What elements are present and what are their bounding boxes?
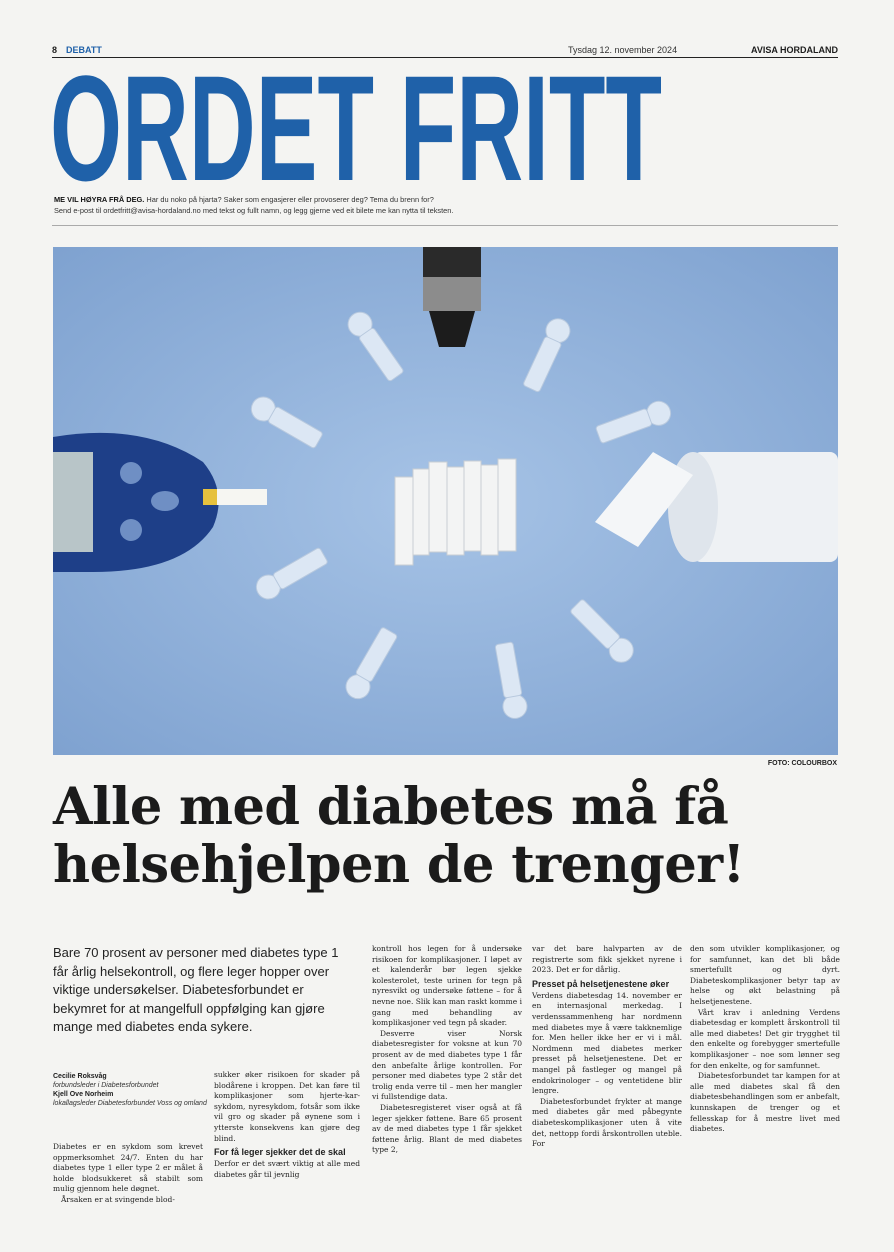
- lead-paragraph: Bare 70 prosent av personer med diabetes type 1 får årlig helsekontroll, og flere leger hopper over viktige undersøkelser. Diabetesforbundet er bekymret for at mangelfull oppfølging kan gjøre mange med diabetes enda sykere.: [53, 945, 339, 1034]
- author-role: lokallagsleder Diabetesforbundet Voss og omland: [53, 1100, 207, 1107]
- body-paragraph: Verdens diabetesdag 14. november er en internasjonal merkedag. I verdenssammenheng har nordmenn med diabetes mye å være takknemlige for. Men heller ikke her er vi i mål. Nordmenn med diabetes merker presset på helsetjenestene. Det er mangel på fastleger og mangel på endokrinologer – og ventetidene blir lengre.: [532, 990, 682, 1096]
- photo-credit: FOTO: COLOURBOX: [767, 760, 837, 767]
- body-paragraph: Derfor er det svært viktig at alle med diabetes går til jevnlig: [214, 1159, 360, 1179]
- page-number: 8: [52, 45, 58, 55]
- paper-name[interactable]: AVISA HORDALAND: [751, 45, 838, 55]
- article-photo: [53, 247, 838, 755]
- author-name: Kjell Ove Norheim: [53, 1091, 114, 1098]
- headline-line2: helsehjelpen de trenger!: [53, 835, 745, 895]
- body-paragraph: Desverre viser Norsk diabetesregister for voksne at kun 70 prosent av de med diabetes type 1 får den anbefalte årlige kontrollen. For personer med diabetes type 2 står det trolig enda verre til – men her mangler vi fullstendige data.: [372, 1028, 522, 1102]
- body-paragraph: Diabetes er en sykdom som krevet oppmerksomhet 24/7. Enten du har diabetes type 1 eller type 2 er målet å holde blodsukkeret så stabilt som mulig gjennom hele døgnet.: [53, 1142, 203, 1194]
- body-paragraph: kontroll hos legen for å undersøke risikoen for komplikasjoner. I løpet av et kalenderår bør legen sjekke kolesterolet, teste urinen for tegn på nyresvikt og undersøke føttene – for å nevne noe. Slik kan man raskt komme i gang med behandling av komplikasjoner ved tegn på skader.: [372, 944, 522, 1028]
- body-column-1: [53, 1142, 203, 1206]
- body-column-2: [214, 1070, 360, 1180]
- body-paragraph: Årsaken er at svingende blod-: [61, 1194, 175, 1204]
- body-paragraph: den som utvikler komplikasjoner, og for samfunnet, kan det bli både smertefullt og dyrt. Diabeteskomplikasjoner betyr tap av helse og økt belastning på helsetjenestene.: [690, 944, 840, 1006]
- body-column-5: [690, 944, 840, 1135]
- subheading: For få leger sjekker det de skal: [214, 1147, 346, 1158]
- masthead: [50, 64, 690, 188]
- masthead-title: ORDET FRITT: [50, 64, 662, 188]
- byline-author: [53, 1072, 213, 1090]
- intro-lead: ME VIL HØYRA FRÅ DEG.: [54, 195, 145, 204]
- bylines: [53, 1072, 213, 1108]
- body-paragraph: Diabetesforbundet tar kampen for at alle med diabetes skal få den diabetesbehandlingen som er anbefalt, kunnskapen de trenger og et fellesskap for å mestre livet med diabetes.: [690, 1071, 840, 1134]
- issue-date: Tysdag 12. november 2024: [568, 45, 678, 55]
- photo-illustration: [53, 247, 838, 755]
- body-paragraph: Diabetesforbundet frykter at mange med diabetes går med påbegynte diabeteskomplikasjoner uten å vite det, nettopp fordi årskontrollen uteble. For: [532, 1096, 682, 1149]
- body-paragraph: Diabetesregisteret viser også at få leger sjekker føttene. Bare 65 prosent av de med diabetes type 1 får sjekket føttene årlig. Blant de med diabetes type 2,: [372, 1102, 522, 1155]
- section-label[interactable]: DEBATT: [66, 45, 102, 55]
- author-role: forbundsleder i Diabetesforbundet: [53, 1082, 159, 1089]
- body-paragraph: var det bare halvparten av de registrerte som fikk sjekket nyrene i 2023. Det er for dårlig.: [532, 944, 682, 975]
- body-paragraph: sukker øker risikoen for skader på blodårene i kroppen. Det kan føre til komplikasjoner som hjerte-kar-sykdom, nyresykdom, fotsår som ikke vil gro og skader på øynene som i ytterste konsekvens kan gjøre deg blind.: [214, 1070, 360, 1143]
- headline: [53, 778, 853, 894]
- intro-rule: [52, 225, 838, 226]
- test-strips: [395, 459, 516, 565]
- body-column-3: [372, 944, 522, 1156]
- intro-line2[interactable]: Send e-post til ordetfritt@avisa-hordaland.no med tekst og fullt namn, og legg gjerne ved eit bilete me kan nytta til teksten.: [54, 206, 454, 215]
- byline-author: [53, 1090, 213, 1108]
- body-paragraph: Vårt krav i anledning Verdens diabetesdag er komplett årskontroll til alle med diabetes! Det gir trygghet til den enkelte og forebygger smertefulle komplikasjoner – noe som lønner seg for den enkelte, og for samfunnet.: [690, 1007, 840, 1070]
- author-name: Cecilie Roksvåg: [53, 1073, 107, 1080]
- body-column-4: [532, 944, 682, 1150]
- subheading: Presset på helsetjenestene øker: [532, 978, 670, 989]
- submission-intro: [54, 194, 834, 216]
- headline-line1: Alle med diabetes må få: [53, 777, 729, 837]
- header-rule: [52, 57, 838, 58]
- page-header: [52, 45, 838, 57]
- intro-line1: Har du noko på hjarta? Saker som engasjerer eller provoserer deg? Tema du brenn for?: [146, 195, 434, 204]
